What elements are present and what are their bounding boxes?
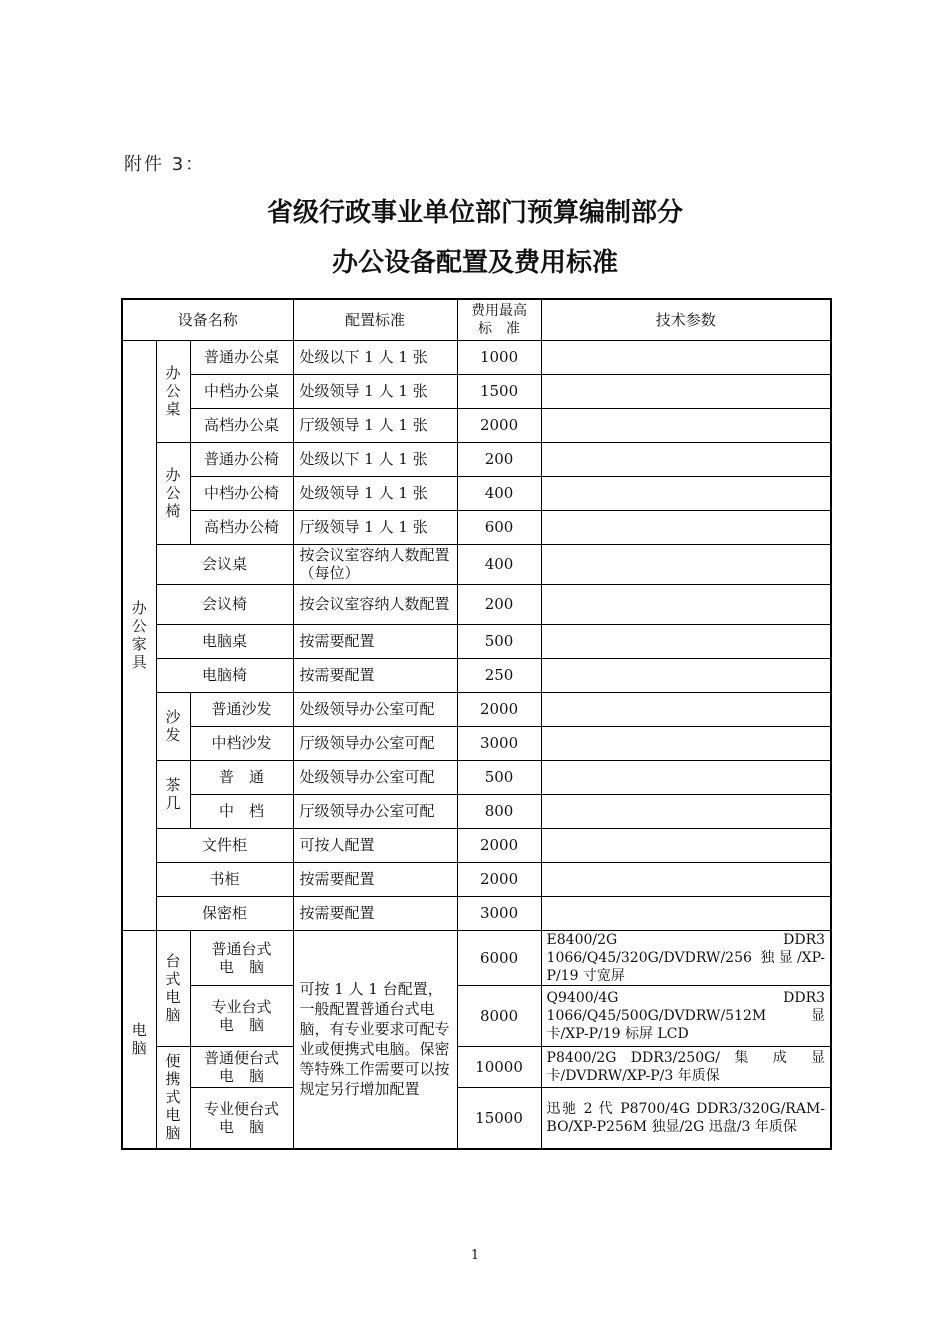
item-name xyxy=(190,1087,293,1149)
item-spec xyxy=(541,794,831,828)
header-name: 设备名称 xyxy=(122,299,293,340)
computer-config: 可按 1 人 1 台配置，一般配置普通台式电脑，有专业要求可配专业或便携式电脑。保密等特殊工作需要可以按规定另行增加配置 xyxy=(293,930,457,1149)
item-name: 中 档 xyxy=(190,794,293,828)
table-header-row xyxy=(122,299,831,340)
table-row xyxy=(122,544,831,584)
group-sofa-label: 沙发 xyxy=(165,708,181,744)
item-name: 中档办公椅 xyxy=(190,476,293,510)
item-spec: Q9400/4G DDR3 1066/Q45/500G/DVDRW/512M 显卡/XP-P/19 标屏 LCD xyxy=(541,985,831,1046)
item-spec xyxy=(541,476,831,510)
header-spec: 技术参数 xyxy=(541,299,831,340)
table-row xyxy=(122,828,831,862)
group-desk xyxy=(156,340,190,442)
page-number: 1 xyxy=(470,1248,480,1263)
item-cost: 800 xyxy=(457,794,541,828)
item-name-line1: 专业便台式 xyxy=(204,1099,280,1118)
item-spec xyxy=(541,544,831,584)
table-row xyxy=(122,760,831,794)
table-row xyxy=(122,584,831,624)
item-name: 会议桌 xyxy=(156,544,293,584)
item-spec: E8400/2G DDR3 1066/Q45/320G/DVDRW/256 独显/XP-P/19 寸宽屏 xyxy=(541,930,831,985)
item-name-line2: 电 脑 xyxy=(219,957,265,976)
item-cost: 2000 xyxy=(457,408,541,442)
item-cost: 2000 xyxy=(457,692,541,726)
table-row xyxy=(122,896,831,930)
item-name: 高档办公椅 xyxy=(190,510,293,544)
item-spec xyxy=(541,340,831,374)
table-row xyxy=(122,408,831,442)
item-name-line1: 普通台式 xyxy=(211,939,272,958)
table-row xyxy=(122,726,831,760)
item-name: 普通办公椅 xyxy=(190,442,293,476)
equipment-standard-table xyxy=(121,298,832,1150)
item-name: 电脑桌 xyxy=(156,624,293,658)
table-row xyxy=(122,930,831,985)
item-name-line1: 普通便台式 xyxy=(204,1048,280,1067)
item-cost: 3000 xyxy=(457,896,541,930)
item-name xyxy=(190,930,293,985)
item-name: 书柜 xyxy=(156,862,293,896)
item-name-line2: 电 脑 xyxy=(219,1015,265,1034)
header-cost-line2: 标 准 xyxy=(478,320,521,337)
item-cost: 250 xyxy=(457,658,541,692)
header-config: 配置标准 xyxy=(293,299,457,340)
item-cost: 2000 xyxy=(457,862,541,896)
item-cost: 15000 xyxy=(457,1087,541,1149)
item-config: 处级领导 1 人 1 张 xyxy=(293,476,457,510)
item-name: 会议椅 xyxy=(156,584,293,624)
group-computer xyxy=(122,930,156,1149)
table-row xyxy=(122,1087,831,1149)
header-cost xyxy=(457,299,541,340)
group-sofa xyxy=(156,692,190,760)
item-name: 中档沙发 xyxy=(190,726,293,760)
item-name: 普通沙发 xyxy=(190,692,293,726)
group-furniture xyxy=(122,340,156,930)
item-config: 按需要配置 xyxy=(293,624,457,658)
item-config: 处级领导 1 人 1 张 xyxy=(293,374,457,408)
item-cost: 10000 xyxy=(457,1046,541,1087)
table-row xyxy=(122,658,831,692)
page-title-line2: 办公设备配置及费用标准 xyxy=(331,248,618,278)
item-config: 厅级领导办公室可配 xyxy=(293,726,457,760)
item-spec xyxy=(541,584,831,624)
item-name xyxy=(190,985,293,1046)
group-laptop xyxy=(156,1046,190,1149)
group-chair xyxy=(156,442,190,544)
group-desktop xyxy=(156,930,190,1046)
item-spec xyxy=(541,896,831,930)
item-spec xyxy=(541,624,831,658)
table-row xyxy=(122,692,831,726)
item-spec xyxy=(541,442,831,476)
group-desktop-label: 台式电脑 xyxy=(165,952,181,1024)
table-row xyxy=(122,862,831,896)
table-row xyxy=(122,374,831,408)
item-name: 普 通 xyxy=(190,760,293,794)
table-row xyxy=(122,624,831,658)
group-chair-label: 办公椅 xyxy=(165,466,181,520)
item-spec: 迅驰 2 代 P8700/4G DDR3/320G/RAM-BO/XP-P256M 独显/2G 迅盘/3 年质保 xyxy=(541,1087,831,1149)
item-name: 文件柜 xyxy=(156,828,293,862)
item-cost: 1000 xyxy=(457,340,541,374)
table-row xyxy=(122,794,831,828)
group-furniture-label: 办公家具 xyxy=(131,599,147,671)
item-config: 厅级领导 1 人 1 张 xyxy=(293,510,457,544)
item-cost: 500 xyxy=(457,624,541,658)
item-cost: 400 xyxy=(457,476,541,510)
item-name: 普通办公桌 xyxy=(190,340,293,374)
item-spec xyxy=(541,828,831,862)
item-spec xyxy=(541,510,831,544)
header-cost-line1: 费用最高 xyxy=(471,302,528,319)
item-config: 按会议室容纳人数配置 xyxy=(293,584,457,624)
item-cost: 400 xyxy=(457,544,541,584)
item-cost: 3000 xyxy=(457,726,541,760)
item-config: 处级领导办公室可配 xyxy=(293,692,457,726)
table-row xyxy=(122,442,831,476)
item-spec xyxy=(541,692,831,726)
group-tea-table xyxy=(156,760,190,828)
item-spec xyxy=(541,726,831,760)
item-config: 厅级领导办公室可配 xyxy=(293,794,457,828)
table-row xyxy=(122,985,831,1046)
item-cost: 600 xyxy=(457,510,541,544)
item-config: 厅级领导 1 人 1 张 xyxy=(293,408,457,442)
item-name-line2: 电 脑 xyxy=(219,1117,265,1136)
group-tea-table-label: 茶几 xyxy=(165,776,181,812)
item-cost: 200 xyxy=(457,584,541,624)
item-config: 按需要配置 xyxy=(293,896,457,930)
item-config: 按会议室容纳人数配置（每位） xyxy=(293,544,457,584)
item-spec xyxy=(541,760,831,794)
table-row xyxy=(122,510,831,544)
group-laptop-label: 便携式电脑 xyxy=(165,1052,181,1143)
item-spec xyxy=(541,408,831,442)
item-config: 按需要配置 xyxy=(293,658,457,692)
item-spec xyxy=(541,862,831,896)
item-cost: 6000 xyxy=(457,930,541,985)
item-cost: 8000 xyxy=(457,985,541,1046)
item-name: 保密柜 xyxy=(156,896,293,930)
group-desk-label: 办公桌 xyxy=(165,364,181,418)
item-config: 处级以下 1 人 1 张 xyxy=(293,442,457,476)
item-spec xyxy=(541,658,831,692)
item-config: 按需要配置 xyxy=(293,862,457,896)
table-row xyxy=(122,340,831,374)
item-cost: 1500 xyxy=(457,374,541,408)
item-cost: 200 xyxy=(457,442,541,476)
item-spec xyxy=(541,374,831,408)
item-name: 电脑椅 xyxy=(156,658,293,692)
attachment-label: 附件 3： xyxy=(124,154,206,175)
item-name: 中档办公桌 xyxy=(190,374,293,408)
item-cost: 500 xyxy=(457,760,541,794)
item-name: 高档办公桌 xyxy=(190,408,293,442)
item-name xyxy=(190,1046,293,1087)
item-config: 处级领导办公室可配 xyxy=(293,760,457,794)
item-config: 可按人配置 xyxy=(293,828,457,862)
table-row xyxy=(122,1046,831,1087)
item-config: 处级以下 1 人 1 张 xyxy=(293,340,457,374)
item-name-line2: 电 脑 xyxy=(219,1066,265,1085)
table-row xyxy=(122,476,831,510)
item-spec: P8400/2G DDR3/250G/ 集 成 显卡/DVDRW/XP-P/3 年质保 xyxy=(541,1046,831,1087)
item-cost: 2000 xyxy=(457,828,541,862)
item-name-line1: 专业台式 xyxy=(211,997,272,1016)
page-title-line1: 省级行政事业单位部门预算编制部分 xyxy=(266,198,683,228)
group-computer-label: 电脑 xyxy=(131,1021,147,1058)
